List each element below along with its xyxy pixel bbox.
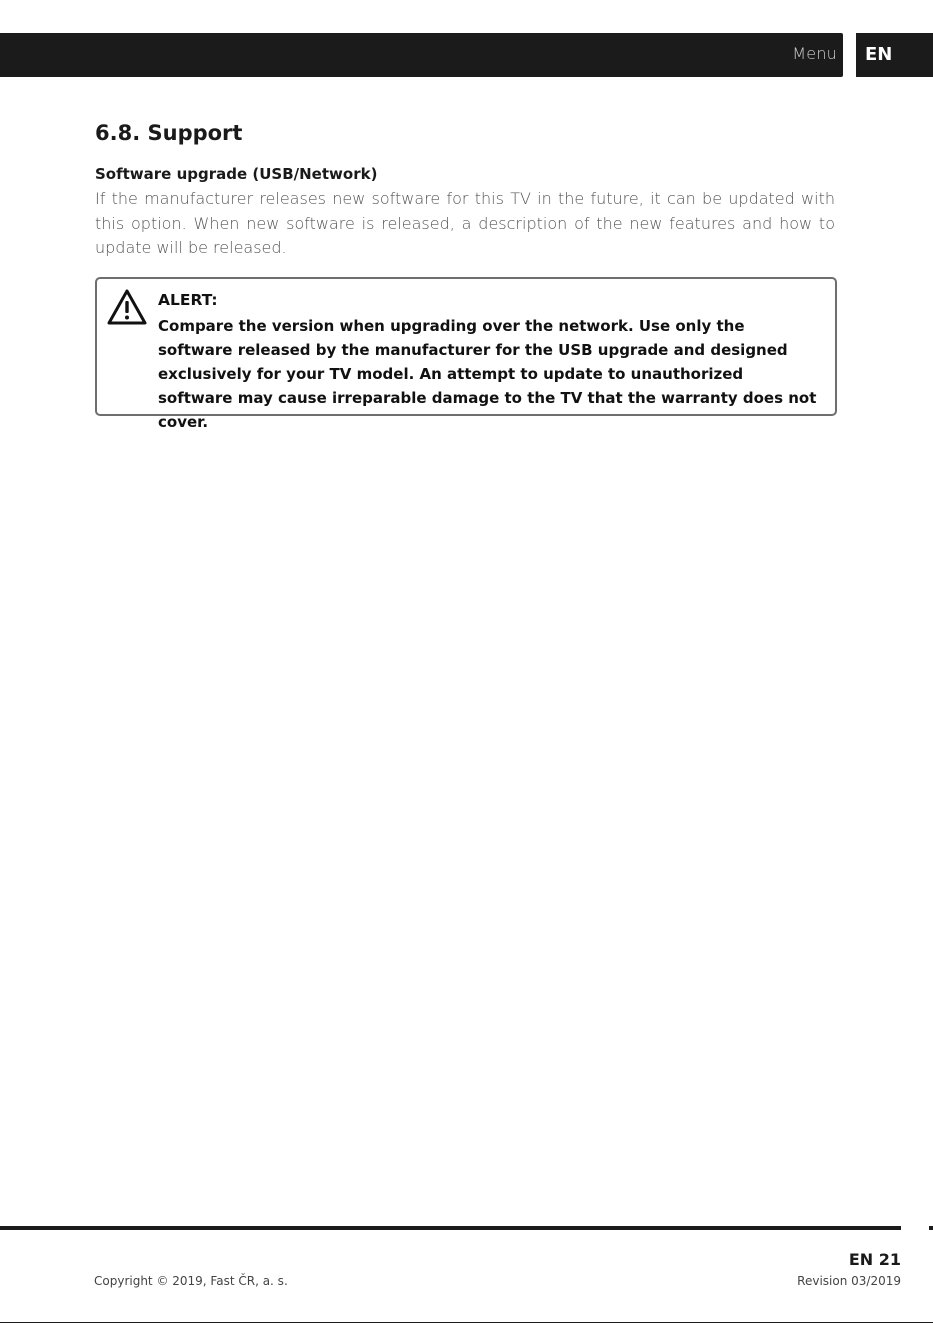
footer-divider [0, 1226, 901, 1230]
page-bottom-line [0, 1322, 933, 1323]
alert-text: Compare the version when upgrading over the network. Use only the software released by the manufacturer for the USB upgrade and designed exclusively for your TV model. An attempt to update to unauthorized software may cause irreparable damage to the TV that the warranty does not cover. [158, 317, 817, 431]
header-bar [0, 33, 843, 77]
alert-title: ALERT: [158, 291, 218, 309]
section-title: 6.8. Support [95, 121, 243, 145]
revision-text: Revision 03/2019 [797, 1274, 901, 1288]
page-number: EN 21 [848, 1250, 901, 1269]
alert-box [95, 277, 837, 431]
footer-divider-end [929, 1226, 933, 1230]
copyright-text: Copyright © 2019, Fast ČR, a. s. [94, 1274, 288, 1288]
menu-link[interactable]: Menu [792, 44, 837, 63]
subheading: Software upgrade (USB/Network) [95, 165, 378, 183]
warning-triangle-icon [106, 288, 148, 326]
body-paragraph: If the manufacturer releases new software for this TV in the future, it can be updated with this option. When new software is released, a description of the new features and how to update will be released. [95, 189, 835, 257]
language-badge: EN [856, 33, 933, 77]
